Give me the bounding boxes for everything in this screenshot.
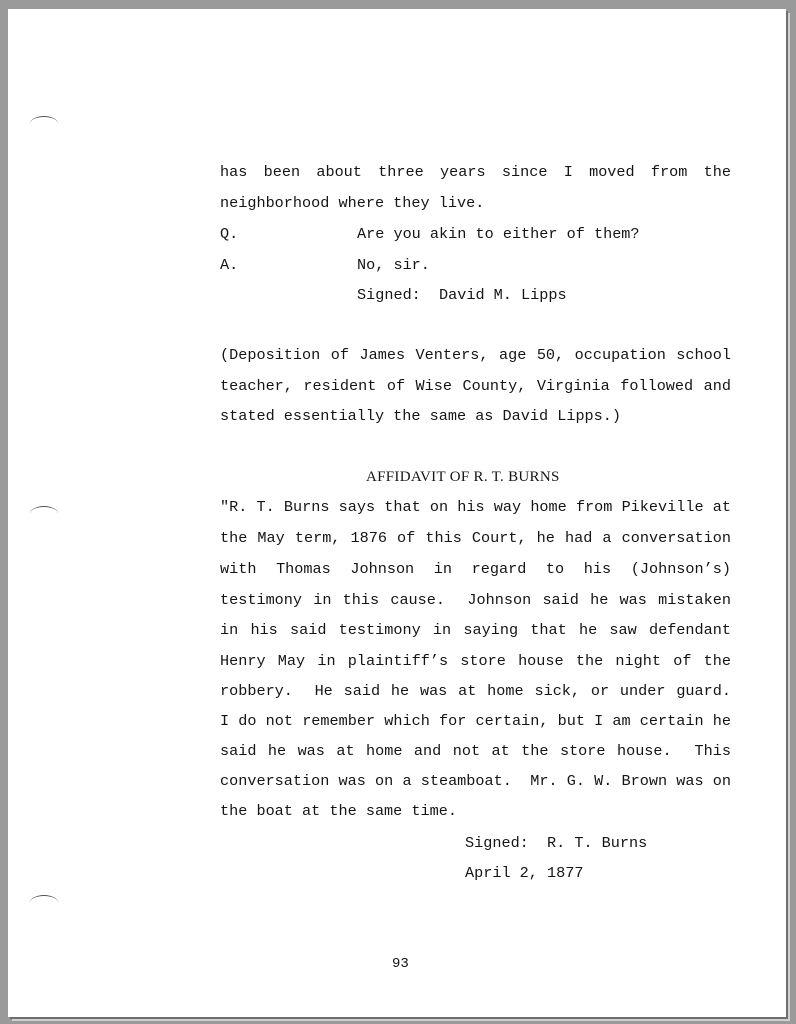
affidavit-line-4: testimony in this cause. Johnson said he was mistaken bbox=[220, 591, 731, 609]
continuation-line-1: has been about three years since I moved from the bbox=[220, 163, 731, 181]
page-number: 93 bbox=[392, 956, 409, 972]
deposition-note-line-3: stated essentially the same as David Lipps.) bbox=[220, 407, 622, 425]
affidavit-line-7: robbery. He said he was at home sick, or under guard. bbox=[220, 682, 731, 700]
affidavit-line-11: the boat at the same time. bbox=[220, 802, 457, 820]
affidavit-line-2: the May term, 1876 of this Court, he had a conversation bbox=[220, 529, 731, 547]
affidavit-date: April 2, 1877 bbox=[465, 864, 584, 882]
affidavit-line-6: Henry May in plaintiff’s store house the night of the bbox=[220, 652, 731, 670]
affidavit-line-10: conversation was on a steamboat. Mr. G. W. Brown was on bbox=[220, 772, 731, 790]
document-page bbox=[8, 9, 786, 1017]
punch-hole-middle bbox=[30, 506, 58, 521]
answer-label: A. bbox=[220, 256, 239, 274]
affidavit-line-5: in his said testimony in saying that he saw defendant bbox=[220, 621, 731, 639]
signature-name-burns: R. T. Burns bbox=[547, 834, 648, 852]
affidavit-heading: AFFIDAVIT OF R. T. BURNS bbox=[366, 469, 560, 485]
affidavit-line-8: I do not remember which for certain, but I am certain he bbox=[220, 712, 731, 730]
affidavit-line-9: said he was at home and not at the store house. This bbox=[220, 742, 731, 760]
punch-hole-top bbox=[30, 116, 58, 131]
punch-hole-bottom bbox=[30, 895, 58, 910]
deposition-note-line-1: (Deposition of James Venters, age 50, occupation school bbox=[220, 346, 731, 364]
signature-label-burns: Signed: bbox=[465, 834, 529, 852]
continuation-line-2: neighborhood where they live. bbox=[220, 194, 485, 212]
affidavit-line-3: with Thomas Johnson in regard to his (Johnson’s) bbox=[220, 560, 731, 578]
question-text: Are you akin to either of them? bbox=[357, 225, 640, 243]
question-label: Q. bbox=[220, 225, 239, 243]
deposition-note-line-2: teacher, resident of Wise County, Virginia followed and bbox=[220, 377, 731, 395]
affidavit-line-1: "R. T. Burns says that on his way home from Pikeville at bbox=[220, 498, 731, 516]
signature-label-lipps: Signed: bbox=[357, 286, 421, 304]
answer-text: No, sir. bbox=[357, 256, 430, 274]
signature-name-lipps: David M. Lipps bbox=[439, 286, 567, 304]
